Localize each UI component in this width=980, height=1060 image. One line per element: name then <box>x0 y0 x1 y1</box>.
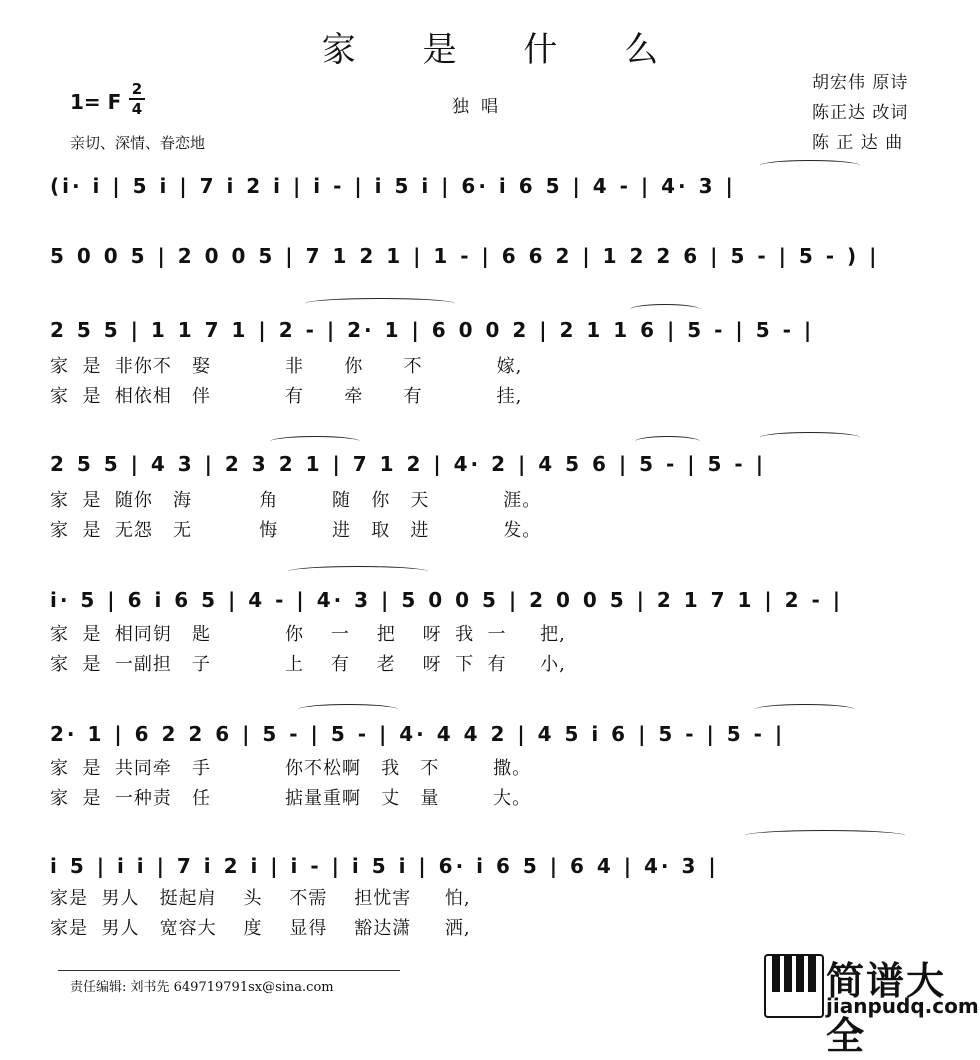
slur-arc <box>635 436 700 447</box>
lyric-line-7a: 家是 男人 挺起肩 头 不需 担忧害 怕, <box>50 888 471 909</box>
site-logo <box>764 950 979 1058</box>
slur-arc <box>270 436 360 447</box>
piano-keys-icon <box>764 954 824 1018</box>
logo-url: jianpudq.com <box>826 994 979 1018</box>
key-signature: 1= F <box>70 90 122 114</box>
lyric-line-5b: 家 是 一副担 子 上 有 老 呀 下 有 小, <box>50 654 566 675</box>
lyric-line-4a: 家 是 随你 海 角 随 你 天 涯。 <box>50 490 542 511</box>
lyric-line-3a: 家 是 非你不 娶 非 你 不 嫁, <box>50 356 523 377</box>
notation-line-7: i 5 | i i | 7 i 2 i | i - | i 5 i | 6· i 6 5 | 6 4 | 4· 3 | <box>50 854 719 878</box>
expression-mark: 亲切、深情、眷恋地 <box>70 134 206 152</box>
credit-composer: 陈 正 达 曲 <box>812 133 904 153</box>
footer-divider <box>58 970 400 971</box>
time-top: 2 <box>131 80 143 98</box>
editor-credit: 责任编辑: 刘书先 649719791sx@sina.com <box>70 980 334 995</box>
lyric-line-6a: 家 是 共同牵 手 你不松啊 我 不 撒。 <box>50 758 532 779</box>
credit-adapter: 陈正达 改词 <box>812 103 909 123</box>
tie-arc <box>760 160 860 171</box>
notation-line-1: (i· i | 5 i | 7 i 2 i | i - | i 5 i | 6· i 6 5 | 4 - | 4· 3 | <box>50 174 736 198</box>
tie-arc <box>755 704 855 715</box>
notation-line-3: 2 5 5 | 1 1 7 1 | 2 - | 2· 1 | 6 0 0 2 | 2 1 1 6 | 5 - | 5 - | <box>50 318 815 342</box>
lyric-line-4b: 家 是 无怨 无 悔 进 取 进 发。 <box>50 520 542 541</box>
credit-lyricist: 胡宏伟 原诗 <box>812 73 909 93</box>
notation-line-5: i· 5 | 6 i 6 5 | 4 - | 4· 3 | 5 0 0 5 | 2 0 0 5 | 2 1 7 1 | 2 - | <box>50 588 844 612</box>
notation-line-6: 2· 1 | 6 2 2 6 | 5 - | 5 - | 4· 4 4 2 | 4 5 i 6 | 5 - | 5 - | <box>50 722 786 746</box>
lyric-line-5a: 家 是 相同钥 匙 你 一 把 呀 我 一 把, <box>50 624 566 645</box>
performance-type: 独唱 <box>452 97 510 117</box>
song-title: 家 是 什 么 <box>321 30 687 70</box>
lyric-line-7b: 家是 男人 宽容大 度 显得 豁达潇 洒, <box>50 918 471 939</box>
slur-arc <box>630 304 700 315</box>
lyric-line-6b: 家 是 一种责 任 掂量重啊 丈 量 大。 <box>50 788 532 809</box>
tie-arc <box>745 830 905 841</box>
tie-arc <box>298 704 398 715</box>
tie-arc <box>305 298 455 309</box>
logo-text: 简谱大全 <box>826 959 947 1058</box>
lyric-line-3b: 家 是 相依相 伴 有 牵 有 挂, <box>50 386 523 407</box>
tie-arc <box>760 432 860 443</box>
time-bottom: 4 <box>131 100 143 118</box>
tie-arc <box>288 566 428 577</box>
notation-line-2: 5 0 0 5 | 2 0 0 5 | 7 1 2 1 | 1 - | 6 6 2 | 1 2 2 6 | 5 - | 5 - ) | <box>50 244 880 268</box>
time-signature <box>128 80 146 118</box>
notation-line-4: 2 5 5 | 4 3 | 2 3 2 1 | 7 1 2 | 4· 2 | 4 5 6 | 5 - | 5 - | <box>50 452 767 476</box>
